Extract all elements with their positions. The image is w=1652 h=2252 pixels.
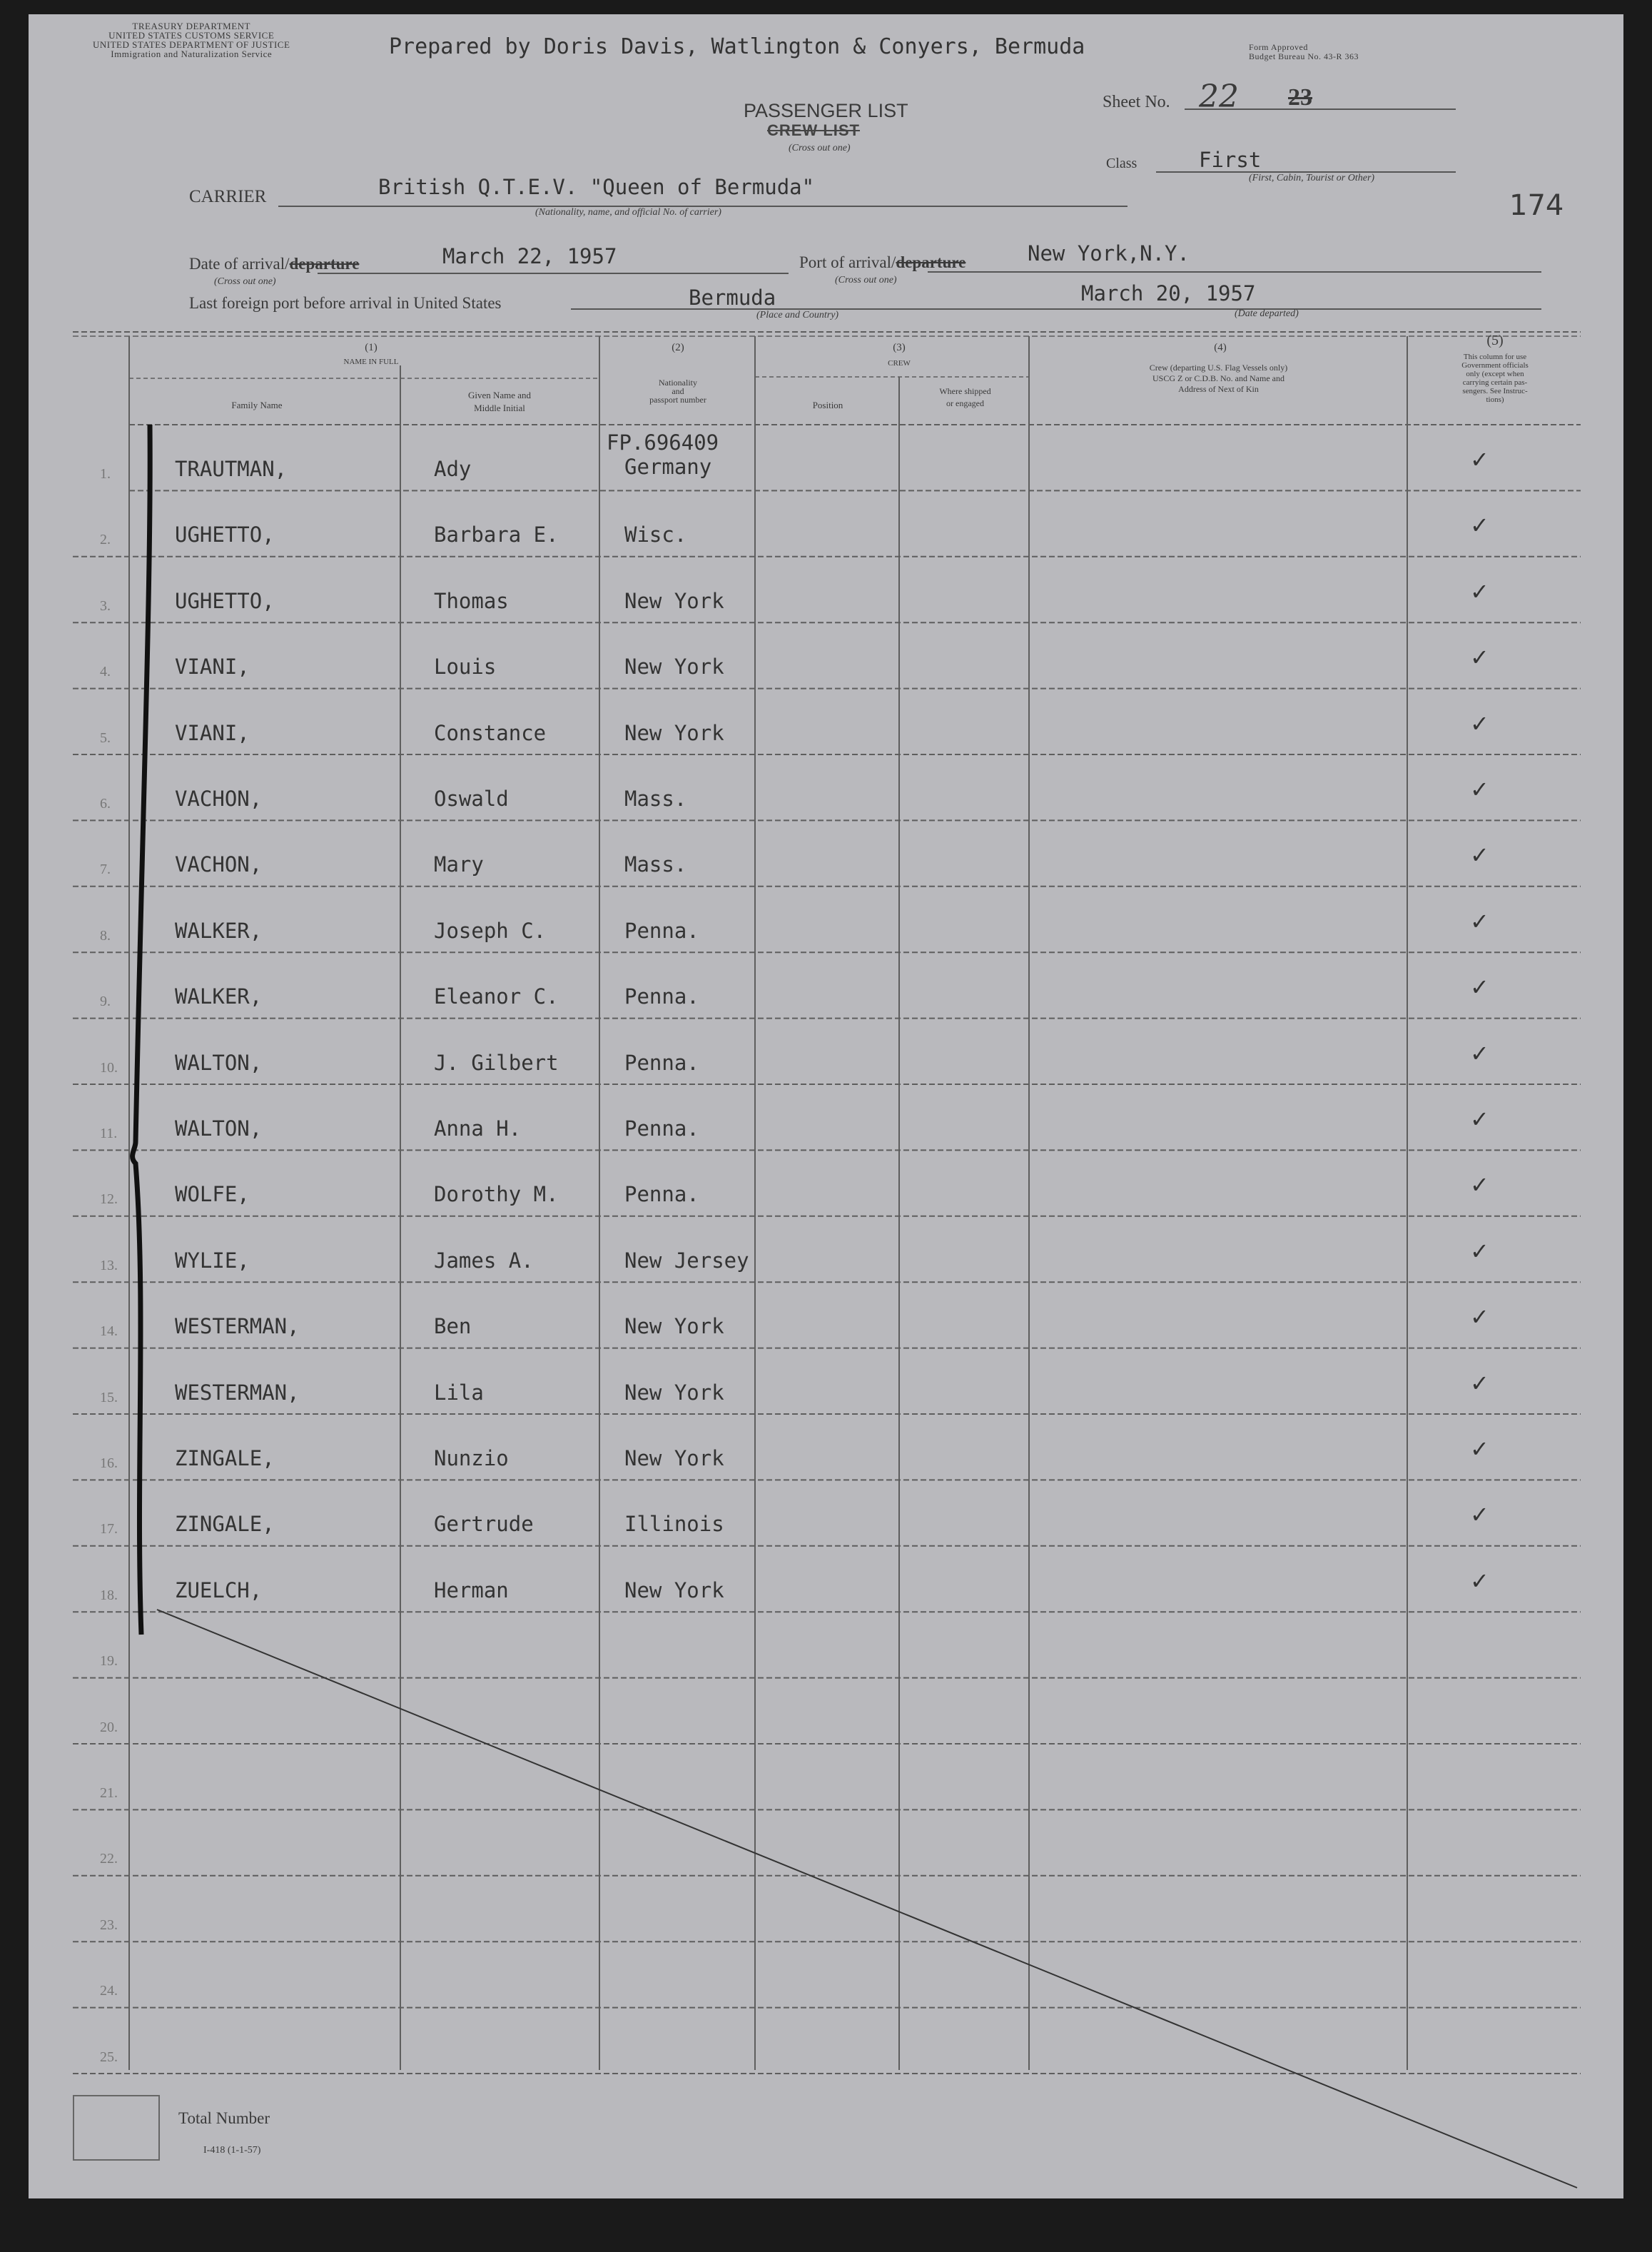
given-name: Mary	[434, 852, 484, 877]
official-check: ✓	[1470, 1436, 1489, 1462]
family-name: WESTERMAN,	[175, 1380, 300, 1405]
col5-number: (5)	[1486, 333, 1504, 348]
nationality: Penna.	[624, 1182, 699, 1207]
col-given-name	[407, 389, 592, 415]
list-title: PASSENGER LIST	[744, 100, 908, 121]
table-row	[29, 754, 1623, 820]
arrival-date-value: March 22, 1957	[442, 244, 617, 268]
row-number: 1.	[100, 466, 111, 482]
last-port-value: Bermuda	[689, 286, 776, 310]
table-row	[29, 1744, 1623, 1809]
row-number: 18.	[100, 1587, 118, 1603]
col-govt-use	[1413, 353, 1577, 404]
table-row	[29, 1414, 1623, 1480]
official-check: ✓	[1470, 1567, 1489, 1594]
row-number: 6.	[100, 796, 111, 812]
given-name: Lila	[434, 1380, 484, 1405]
col-nationality-line: passport number	[649, 395, 706, 405]
col-crew-kin-line: Address of Next of Kin	[1178, 384, 1259, 394]
arrival-date-label-text: Date of arrival/	[189, 255, 290, 273]
family-name: WESTERMAN,	[175, 1314, 300, 1339]
port-caption: (Cross out one)	[835, 275, 897, 286]
port-label-text: Port of arrival/	[799, 253, 896, 271]
arrival-date-crossed: departure	[289, 255, 360, 273]
col1-number: (1)	[365, 342, 377, 353]
sheet-label: Sheet No.	[1103, 93, 1170, 111]
table-row	[29, 1876, 1623, 1942]
col-where-shipped	[903, 385, 1028, 410]
col3-title: CREW	[888, 359, 911, 368]
official-check: ✓	[1470, 908, 1489, 934]
nationality: New York	[624, 655, 724, 680]
table-row	[29, 1480, 1623, 1545]
table-row	[29, 820, 1623, 886]
total-number-label: Total Number	[178, 2109, 270, 2127]
last-port-caption: (Place and Country)	[756, 310, 839, 320]
carrier-value: British Q.T.E.V. "Queen of Bermuda"	[378, 175, 815, 199]
official-check: ✓	[1470, 1370, 1489, 1396]
official-check: ✓	[1470, 447, 1489, 473]
col-position: Position	[812, 400, 843, 410]
prepared-by: Prepared by Doris Davis, Watlington & Conyers, Bermuda	[389, 34, 1085, 59]
row-number: 7.	[100, 862, 111, 878]
port-value: New York,N.Y.	[1028, 241, 1190, 266]
sheet-number: 22	[1199, 79, 1239, 115]
col-govt-use-line: Government officials	[1461, 361, 1529, 370]
table-row	[29, 1809, 1623, 1875]
nationality: Penna.	[624, 1116, 699, 1141]
given-name: Nunzio	[434, 1446, 509, 1470]
carrier-caption: (Nationality, name, and official No. of carrier)	[535, 207, 721, 218]
col-govt-use-line: sengers. See Instruc-	[1462, 387, 1528, 395]
given-name: Joseph C.	[434, 918, 547, 943]
given-name: Anna H.	[434, 1116, 522, 1141]
col-given-name-line: Given Name and	[467, 390, 532, 400]
table-row	[29, 622, 1623, 688]
port-crossed: departure	[896, 253, 966, 271]
row-number: 17.	[100, 1521, 118, 1537]
table-row	[29, 1150, 1623, 1216]
official-check: ✓	[1470, 1304, 1489, 1331]
col-govt-use-line: This column for use	[1463, 353, 1527, 361]
official-check: ✓	[1470, 974, 1489, 1001]
row-number: 23.	[100, 1917, 118, 1933]
agency-line: UNITED STATES CUSTOMS SERVICE	[108, 30, 275, 41]
nationality: Penna.	[624, 984, 699, 1009]
col-govt-use-line: tions)	[1486, 395, 1504, 404]
family-name: WALTON,	[175, 1116, 263, 1141]
family-name: VACHON,	[175, 852, 263, 877]
family-name: WALKER,	[175, 918, 263, 943]
nationality: New York	[624, 1380, 724, 1405]
nationality: Mass.	[624, 852, 687, 877]
table-row	[29, 557, 1623, 622]
given-name: Ady	[434, 457, 472, 481]
row-number: 5.	[100, 729, 111, 746]
official-check: ✓	[1470, 1238, 1489, 1264]
given-name: Barbara E.	[434, 522, 559, 547]
crossed-crew-list: CREW LIST	[767, 121, 860, 139]
official-check: ✓	[1470, 1172, 1489, 1198]
page-number: 174	[1509, 189, 1564, 222]
form-number: I-418 (1-1-57)	[203, 2145, 261, 2156]
official-check: ✓	[1470, 1502, 1489, 1528]
departed-caption: (Date departed)	[1235, 308, 1299, 319]
family-name: TRAUTMAN,	[175, 457, 288, 481]
row-number: 25.	[100, 2049, 118, 2065]
official-check: ✓	[1470, 777, 1489, 802]
row-number: 9.	[100, 994, 111, 1010]
family-name: VIANI,	[175, 655, 250, 680]
table-row	[29, 1216, 1623, 1282]
table-row	[29, 689, 1623, 754]
nationality: Illinois	[624, 1512, 724, 1537]
given-name: Eleanor C.	[434, 984, 559, 1009]
family-name: VACHON,	[175, 787, 263, 811]
table-row	[29, 1348, 1623, 1414]
row-number: 4.	[100, 664, 111, 680]
class-label: Class	[1106, 156, 1137, 171]
given-name: Oswald	[434, 787, 509, 811]
row-number: 11.	[100, 1126, 118, 1141]
table-row	[29, 1546, 1623, 1612]
col-govt-use-line: carrying certain pas-	[1462, 378, 1528, 387]
table-row	[29, 1942, 1623, 2007]
table-row	[29, 952, 1623, 1018]
given-name: James A.	[434, 1248, 534, 1273]
col-given-name-line: Middle Initial	[474, 403, 525, 413]
nationality: Wisc.	[624, 522, 687, 547]
family-name: WALTON,	[175, 1050, 263, 1075]
col2-number: (2)	[672, 342, 684, 353]
nationality: New Jersey	[624, 1248, 749, 1273]
row-number: 8.	[100, 927, 111, 944]
official-check: ✓	[1470, 578, 1489, 605]
official-check: ✓	[1470, 1040, 1489, 1066]
total-number-box	[73, 2095, 160, 2161]
family-name: ZINGALE,	[175, 1446, 275, 1470]
row-number: 21.	[100, 1785, 118, 1801]
table-row	[29, 2008, 1623, 2074]
family-name: ZINGALE,	[175, 1512, 275, 1537]
form-approved-line: Form Approved	[1249, 42, 1308, 52]
official-check: ✓	[1470, 512, 1489, 539]
last-port-label: Last foreign port before arrival in United States	[189, 294, 502, 312]
row-number: 10.	[100, 1059, 118, 1076]
agency-line: UNITED STATES DEPARTMENT OF JUSTICE	[93, 39, 290, 50]
col-crew-kin-line: Crew (departing U.S. Flag Vessels only)	[1149, 363, 1288, 373]
class-caption: (First, Cabin, Tourist or Other)	[1249, 173, 1375, 183]
given-name: Louis	[434, 655, 497, 680]
given-name: Gertrude	[434, 1512, 534, 1537]
col-crew-kin-line: USCG Z or C.D.B. No. and Name and	[1152, 373, 1284, 383]
family-name: UGHETTO,	[175, 522, 275, 547]
passport-number: FP.696409	[607, 430, 719, 455]
given-name: Ben	[434, 1314, 472, 1339]
nationality: Mass.	[624, 787, 687, 811]
col-family-name: Family Name	[231, 400, 283, 410]
nationality: New York	[624, 1314, 724, 1339]
table-row	[29, 887, 1623, 952]
col3-number: (3)	[893, 342, 906, 353]
family-name: WOLFE,	[175, 1182, 250, 1207]
given-name: J. Gilbert	[434, 1050, 559, 1075]
carrier-label: CARRIER	[189, 187, 267, 206]
family-name: WYLIE,	[175, 1248, 250, 1273]
table-row	[29, 1612, 1623, 1677]
row-number: 12.	[100, 1191, 118, 1208]
given-name: Dorothy M.	[434, 1182, 559, 1207]
row-number: 20.	[100, 1719, 118, 1735]
manifest-sheet	[29, 14, 1623, 2198]
nationality: New York	[624, 1446, 724, 1470]
agency-line: TREASURY DEPARTMENT	[132, 21, 250, 31]
family-name: VIANI,	[175, 720, 250, 745]
nationality: Germany	[624, 455, 712, 479]
row-number: 14.	[100, 1323, 118, 1340]
table-row	[29, 1084, 1623, 1150]
table-row	[29, 1282, 1623, 1348]
title-cross-caption: (Cross out one)	[789, 143, 851, 153]
arrival-date-caption: (Cross out one)	[214, 276, 276, 287]
nationality: New York	[624, 588, 724, 613]
nationality: New York	[624, 720, 724, 745]
family-name: UGHETTO,	[175, 588, 275, 613]
official-check: ✓	[1470, 645, 1489, 671]
col-where-shipped-line: or engaged	[946, 398, 984, 408]
row-number: 15.	[100, 1389, 118, 1405]
row-number: 19.	[100, 1653, 118, 1670]
class-value: First	[1199, 148, 1262, 172]
given-name: Herman	[434, 1577, 509, 1602]
nationality: Penna.	[624, 1050, 699, 1075]
table-row	[29, 425, 1623, 490]
col-nationality-line: and	[672, 386, 684, 396]
sheet-number-crossed: 23	[1288, 84, 1312, 111]
official-check: ✓	[1470, 842, 1489, 869]
family-name: ZUELCH,	[175, 1577, 263, 1602]
budget-bureau-line: Budget Bureau No. 43-R 363	[1249, 51, 1359, 61]
table-row	[29, 1678, 1623, 1744]
col-govt-use-line: only (except when	[1466, 370, 1524, 378]
row-number: 2.	[100, 532, 111, 548]
agency-line: Immigration and Naturalization Service	[111, 49, 273, 59]
official-check: ✓	[1470, 1106, 1489, 1132]
col-nationality	[607, 378, 749, 404]
nationality: Penna.	[624, 918, 699, 943]
col-nationality-line: Nationality	[659, 378, 697, 388]
row-number: 13.	[100, 1257, 118, 1273]
official-check: ✓	[1470, 710, 1489, 737]
row-number: 3.	[100, 597, 111, 614]
row-number: 24.	[100, 1983, 118, 1999]
given-name: Constance	[434, 720, 547, 745]
row-number: 22.	[100, 1851, 118, 1867]
nationality: New York	[624, 1577, 724, 1602]
table-row	[29, 490, 1623, 556]
family-name: WALKER,	[175, 984, 263, 1009]
row-number: 16.	[100, 1455, 118, 1471]
table-row	[29, 1019, 1623, 1084]
col-where-shipped-line: Where shipped	[939, 386, 991, 396]
col4-number: (4)	[1214, 342, 1227, 353]
given-name: Thomas	[434, 588, 509, 613]
col1-title: NAME IN FULL	[343, 358, 399, 366]
col-crew-kin	[1035, 363, 1402, 395]
departed-value: March 20, 1957	[1081, 281, 1256, 306]
